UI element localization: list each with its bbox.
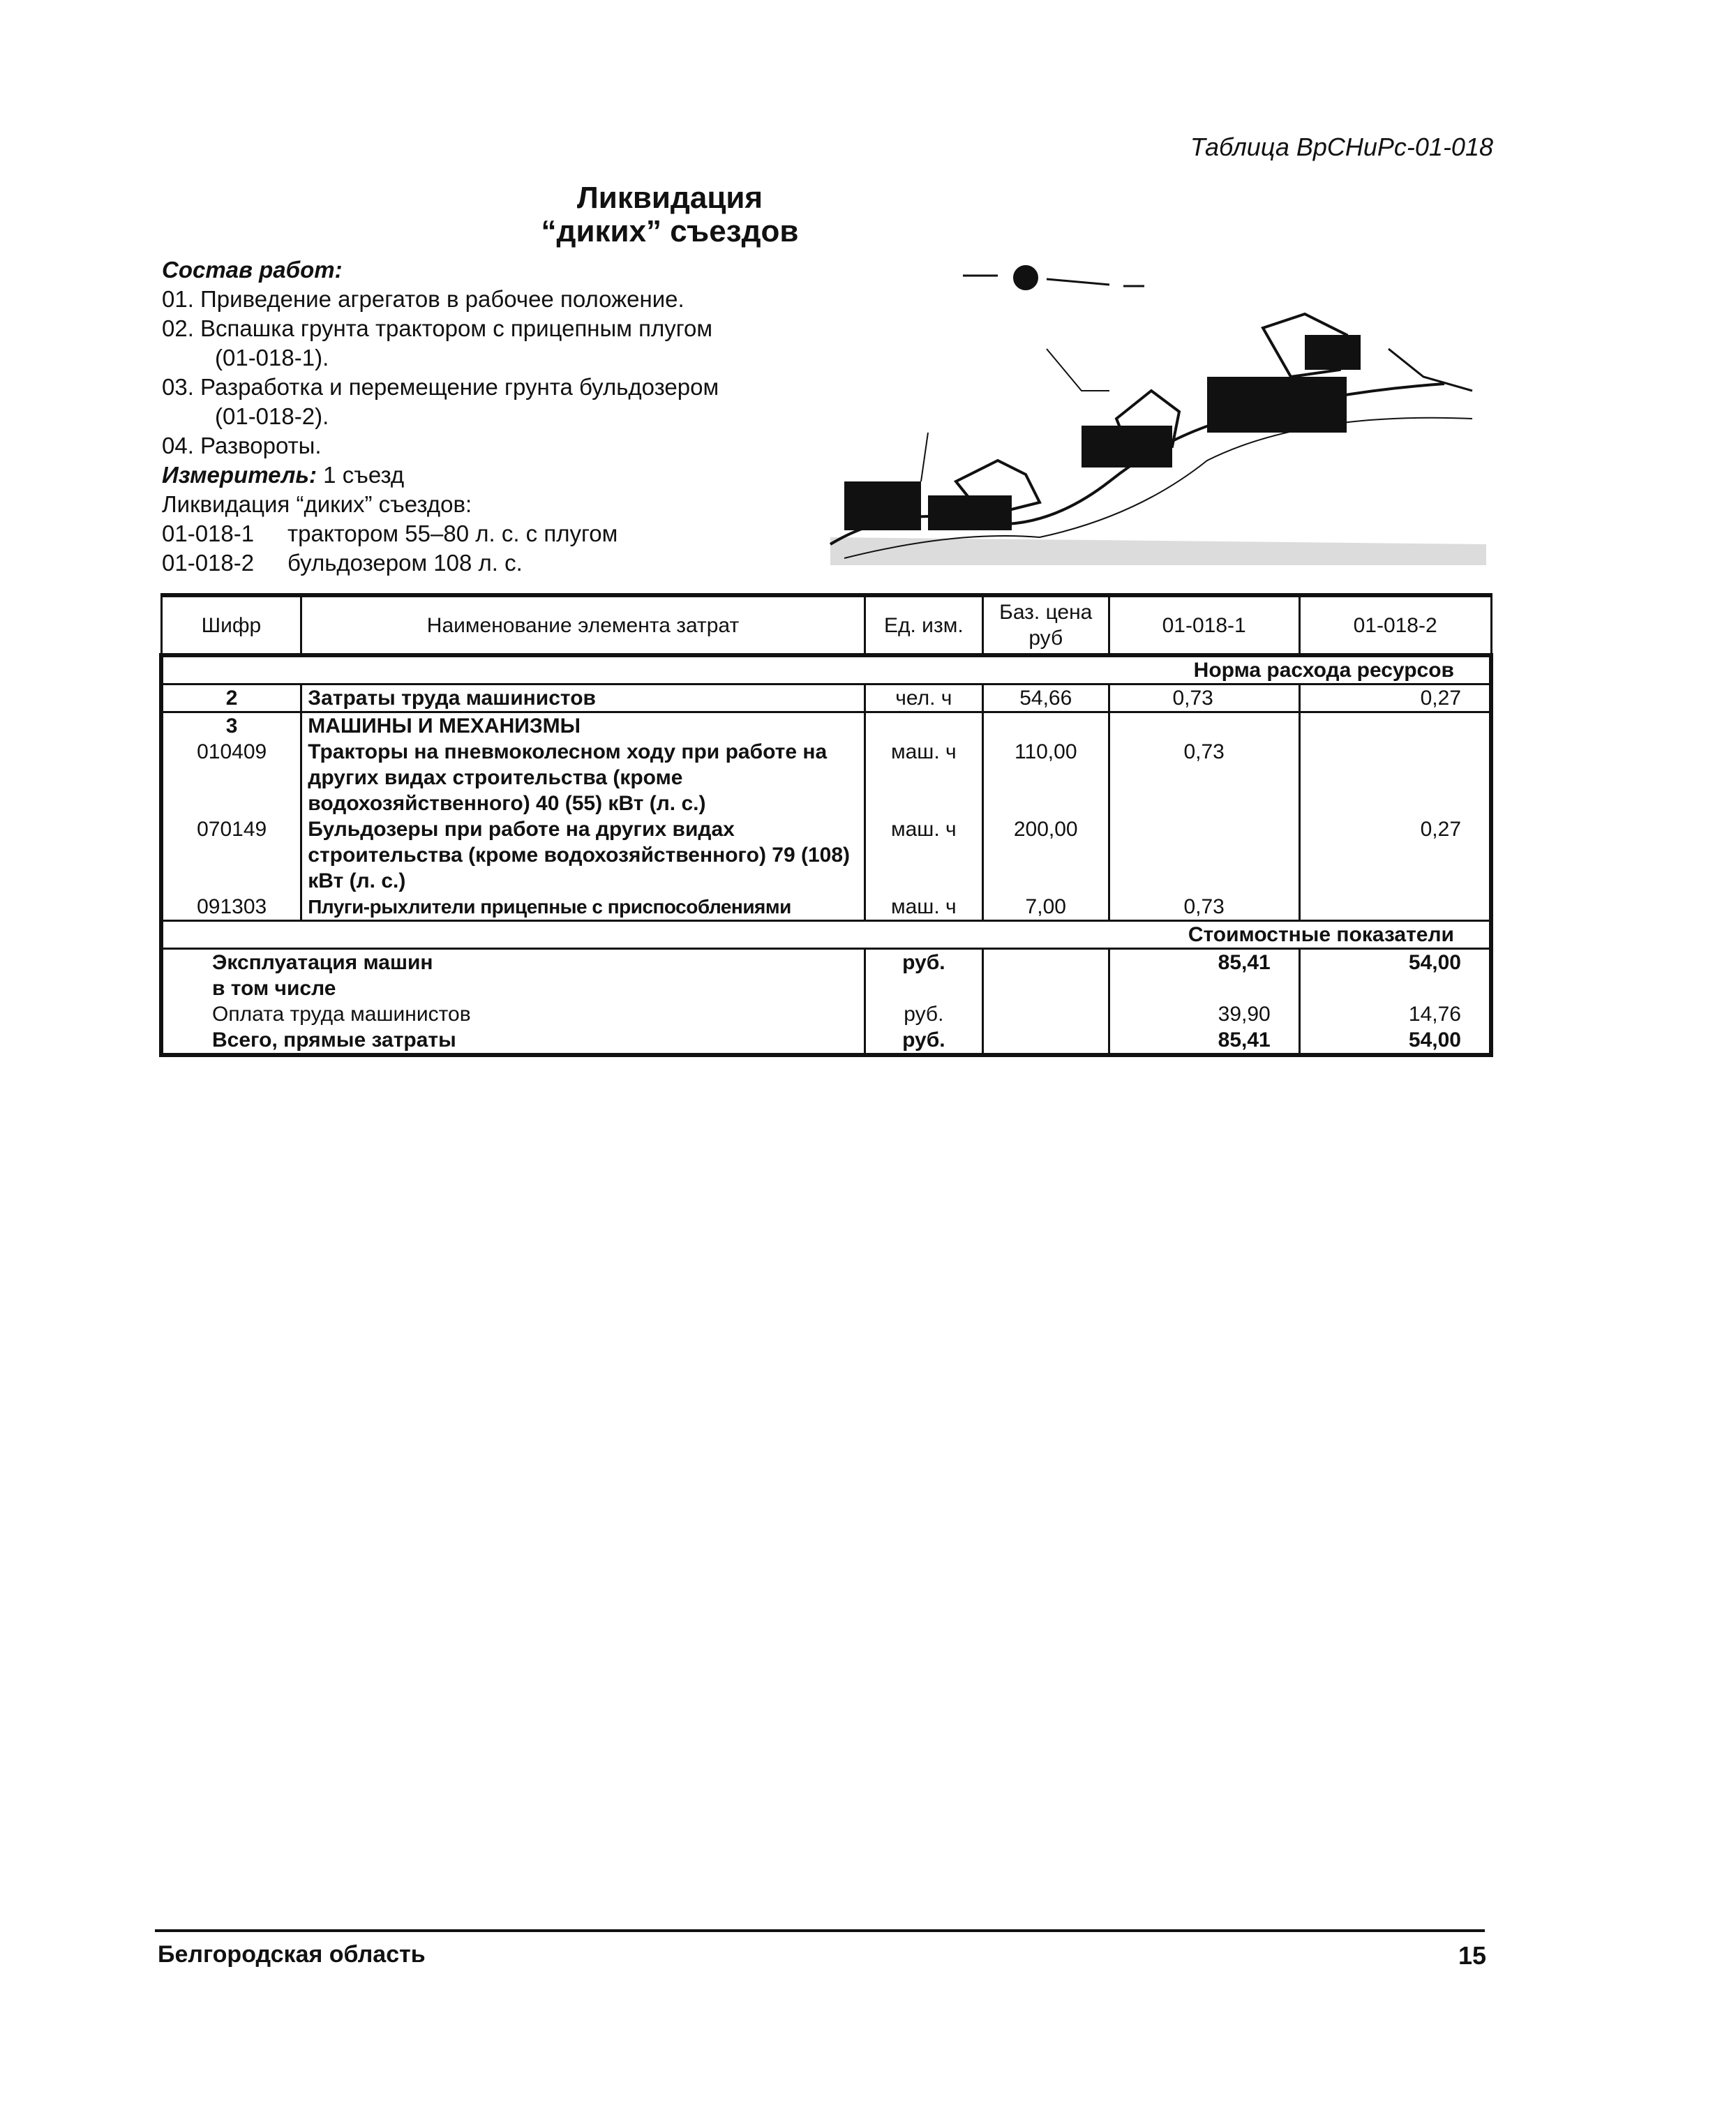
cost-variant-1: 85,41 [1109,949,1299,976]
section-norms-label: Норма расхода ресурсов [161,655,1491,684]
footer-rule [155,1929,1485,1932]
table-row [161,712,1491,740]
cell-variant-2 [1299,894,1491,921]
cell-code: 091303 [161,894,301,921]
cost-unit: руб. [865,949,982,976]
table-header-row [161,595,1491,655]
cost-variant-1 [1109,975,1299,1001]
cost-price [982,1027,1109,1055]
page-number: 15 [1458,1941,1486,1970]
header-variant-1: 01-018-1 [1109,595,1299,655]
cell-code: 010409 [161,739,301,816]
cell-variant-2: 0,27 [1299,684,1491,712]
cost-unit: руб. [865,1001,982,1027]
header-price: Баз. цена руб [982,595,1109,655]
cell-variant-2: 0,27 [1299,816,1491,894]
table-row [161,975,1491,1001]
cost-name: в том числе [161,975,865,1001]
variant-code: 01-018-2 [162,550,255,576]
cell-code: 2 [161,684,301,712]
composition-label: Состав работ: [162,257,343,283]
cell-unit: маш. ч [865,739,982,816]
work-item: 03. Разработка и перемещение грунта бульдозером [162,374,719,400]
meter-value: 1 съезд [323,462,405,488]
work-item: (01-018-2). [215,403,329,429]
cell-variant-2 [1299,712,1491,740]
cost-name: Эксплуатация машин [161,949,865,976]
table-row [161,1027,1491,1055]
footer-region: Белгородская область [158,1941,426,1968]
cell-variant-1 [1109,712,1299,740]
variant-code: 01-018-1 [162,521,255,546]
machinery-illustration [816,251,1486,565]
cost-variant-1: 39,90 [1109,1001,1299,1027]
meter-line [162,461,825,490]
cell-unit: маш. ч [865,894,982,921]
page-title-line2: “диких” съездов [541,214,799,248]
cell-price [982,712,1109,740]
cell-variant-1: 0,73 [1109,894,1299,921]
cost-price [982,975,1109,1001]
cell-name: Тракторы на пневмоколесном ходу при работе на других видах строительства (кроме водохозяйственного) 40 (55) кВт (л. с.) [301,739,865,816]
work-composition [162,255,825,578]
table-row [161,816,1491,894]
variant-text: трактором 55–80 л. с. с плугом [287,521,618,546]
table-id: Таблица ВрСНиРс-01-018 [1190,133,1493,161]
cell-name: МАШИНЫ И МЕХАНИЗМЫ [301,712,865,740]
resources-table [159,593,1493,1057]
cell-variant-1: 0,73 [1109,684,1299,712]
cell-price: 200,00 [982,816,1109,894]
cost-variant-2 [1299,975,1491,1001]
cost-price [982,1001,1109,1027]
cell-unit: маш. ч [865,816,982,894]
cell-unit: чел. ч [865,684,982,712]
table-row [161,684,1491,712]
variant-text: бульдозером 108 л. с. [287,550,523,576]
section-norms-row [161,655,1491,684]
cost-price [982,949,1109,976]
cell-price: 110,00 [982,739,1109,816]
cell-price: 54,66 [982,684,1109,712]
cost-variant-2: 54,00 [1299,1027,1491,1055]
cell-variant-1: 0,73 [1109,739,1299,816]
liquidation-caption: Ликвидация “диких” съездов: [162,491,472,517]
cell-unit [865,712,982,740]
table-row [161,894,1491,921]
cell-variant-2 [1299,739,1491,816]
section-costs-row [161,921,1491,949]
table-row [161,739,1491,816]
header-name: Наименование элемента затрат [301,595,865,655]
cost-name: Всего, прямые затраты [161,1027,865,1055]
table-row [161,949,1491,976]
cell-name: Плуги-рыхлители прицепные с приспособлениями [301,894,865,921]
section-costs-label: Стоимостные показатели [161,921,1491,949]
work-item: (01-018-1). [215,345,329,371]
table-row [161,1001,1491,1027]
header-code: Шифр [161,595,301,655]
cost-variant-2: 54,00 [1299,949,1491,976]
work-item: 01. Приведение агрегатов в рабочее положение. [162,286,684,312]
cell-code: 070149 [161,816,301,894]
work-item: 04. Развороты. [162,433,322,458]
cell-code: 3 [161,712,301,740]
cost-variant-1: 85,41 [1109,1027,1299,1055]
page-title-line1: Ликвидация [576,181,763,215]
work-item: 02. Вспашка грунта трактором с прицепным плугом [162,315,713,341]
meter-label: Измеритель: [162,462,317,488]
cost-unit: руб. [865,1027,982,1055]
variant-line [162,548,825,578]
cell-price: 7,00 [982,894,1109,921]
cost-variant-2: 14,76 [1299,1001,1491,1027]
variant-line [162,519,825,548]
cell-variant-1 [1109,816,1299,894]
cell-name: Бульдозеры при работе на других видах строительства (кроме водохозяйственного) 79 (108) кВт (л. с.) [301,816,865,894]
cost-unit [865,975,982,1001]
header-variant-2: 01-018-2 [1299,595,1491,655]
header-unit: Ед. изм. [865,595,982,655]
cost-name: Оплата труда машинистов [161,1001,865,1027]
cell-name: Затраты труда машинистов [301,684,865,712]
